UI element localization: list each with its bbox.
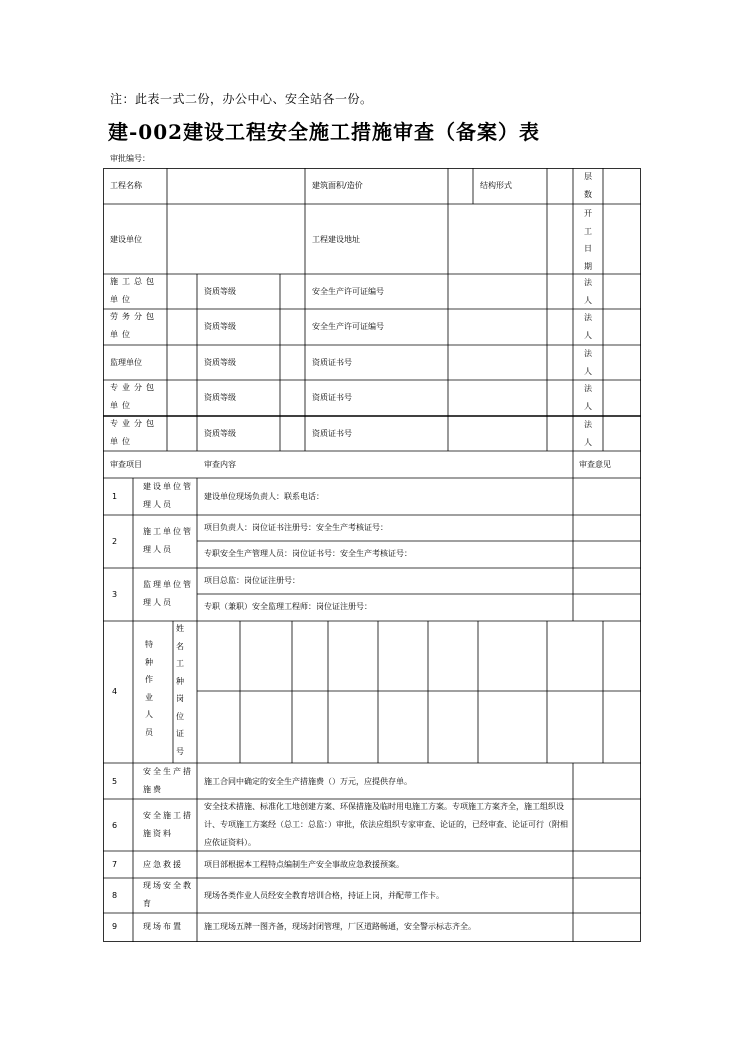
specialty-subcontractor-label: 专业分包单位 — [110, 419, 158, 446]
row-number: 9 — [112, 922, 118, 931]
qualification-cert-label: 资质证书号 — [312, 358, 352, 367]
review-form-table — [103, 168, 641, 942]
qualification-grade-label: 资质等级 — [204, 429, 236, 438]
safety-permit-label: 安全生产许可证编号 — [312, 322, 384, 331]
qualification-grade-label: 资质等级 — [204, 393, 236, 402]
legal-person-label: 法人 — [584, 313, 592, 340]
qualification-grade-label: 资质等级 — [204, 358, 236, 367]
review-content: 安全技术措施、标准化工地创建方案、环保措施及临时用电施工方案。专项施工方案齐全，施工组织设计、专项施工方案经（总工：总监：）审批，依法应组织专家审查、论证的，已经审查、论证可行（附相应依证资料）。 — [204, 802, 568, 847]
legal-person-label: 法人 — [584, 278, 592, 305]
qualification-grade-label: 资质等级 — [204, 322, 236, 331]
legal-person-label: 法人 — [584, 384, 592, 411]
row-number: 6 — [112, 821, 118, 830]
review-content: 施工合同中确定的安全生产措施费（）万元，应提供存单。 — [204, 777, 412, 786]
row-number: 7 — [112, 860, 118, 869]
review-item-label: 现场布置 — [143, 922, 183, 931]
qualification-grade-label: 资质等级 — [204, 287, 236, 296]
review-item-label: 监理单位管理人员 — [143, 580, 193, 607]
review-item-label: 建设单位管理人员 — [143, 482, 193, 509]
labor-subcontractor-label: 劳务分包单位 — [110, 312, 158, 339]
builder-label: 建设单位 — [110, 235, 142, 244]
review-item-label: 现场安全教育 — [143, 881, 193, 908]
legal-person-label: 法人 — [584, 349, 592, 376]
review-item-header: 审查项目 — [110, 460, 142, 469]
qualification-cert-label: 资质证书号 — [312, 393, 352, 402]
approval-number-label: 审批编号： — [110, 154, 150, 163]
qualification-cert-label: 资质证书号 — [312, 429, 352, 438]
review-item-label: 安全生产措施费 — [143, 767, 193, 794]
review-content-header: 审查内容 — [204, 460, 236, 469]
row-number: 2 — [112, 537, 118, 546]
row-number: 4 — [112, 687, 118, 696]
review-opinion-header: 审查意见 — [579, 460, 611, 469]
review-item-label: 应急救援 — [143, 860, 183, 869]
review-content: 项目部根据本工程特点编制生产安全事故应急救援预案。 — [204, 860, 404, 869]
review-content: 项目总监：岗位证注册号： — [204, 576, 300, 585]
review-content: 建设单位现场负责人：联系电话： — [204, 492, 324, 501]
page-title: 建-002建设工程安全施工措施审查（备案）表 — [108, 120, 541, 144]
review-content: 专职（兼职）安全监理工程师：岗位证注册号： — [204, 602, 372, 611]
review-item-label: 施工单位管理人员 — [143, 527, 193, 554]
review-content: 项目负责人：岗位证书注册号：安全生产考核证号： — [204, 523, 388, 532]
specialty-subcontractor-label: 专业分包单位 — [110, 383, 158, 410]
review-item-label: 安全施工措施资料 — [143, 811, 193, 838]
general-contractor-label: 施工总包单位 — [110, 277, 158, 304]
legal-person-label: 法人 — [584, 420, 592, 447]
floors-label: 层数 — [584, 172, 592, 199]
site-address-label: 工程建设地址 — [312, 235, 360, 244]
safety-permit-label: 安全生产许可证编号 — [312, 287, 384, 296]
cert-number-label: 岗位证号 — [176, 694, 184, 756]
start-date-label: 开工日期 — [584, 209, 592, 271]
area-cost-label: 建筑面积/造价 — [312, 181, 363, 190]
note: 注：此表一式二份，办公中心、安全站各一份。 — [110, 92, 373, 106]
supervisor-label: 监理单位 — [110, 358, 142, 367]
row-number: 5 — [112, 777, 118, 786]
name-job-label: 姓名工种 — [176, 624, 184, 686]
special-workers-label: 特种作业人员 — [145, 640, 153, 737]
row-number: 8 — [112, 891, 118, 900]
row-number: 3 — [112, 590, 118, 599]
row-number: 1 — [112, 492, 118, 501]
review-content: 现场各类作业人员经安全教育培训合格，持证上岗，并配带工作卡。 — [204, 891, 444, 900]
project-name-label: 工程名称 — [110, 181, 142, 190]
review-content: 专职安全生产管理人员：岗位证书号：安全生产考核证号： — [204, 549, 412, 558]
review-content: 施工现场五牌一图齐备，现场封闭管理，厂区道路畅通，安全警示标志齐全。 — [204, 922, 476, 931]
structure-label: 结构形式 — [480, 181, 512, 190]
